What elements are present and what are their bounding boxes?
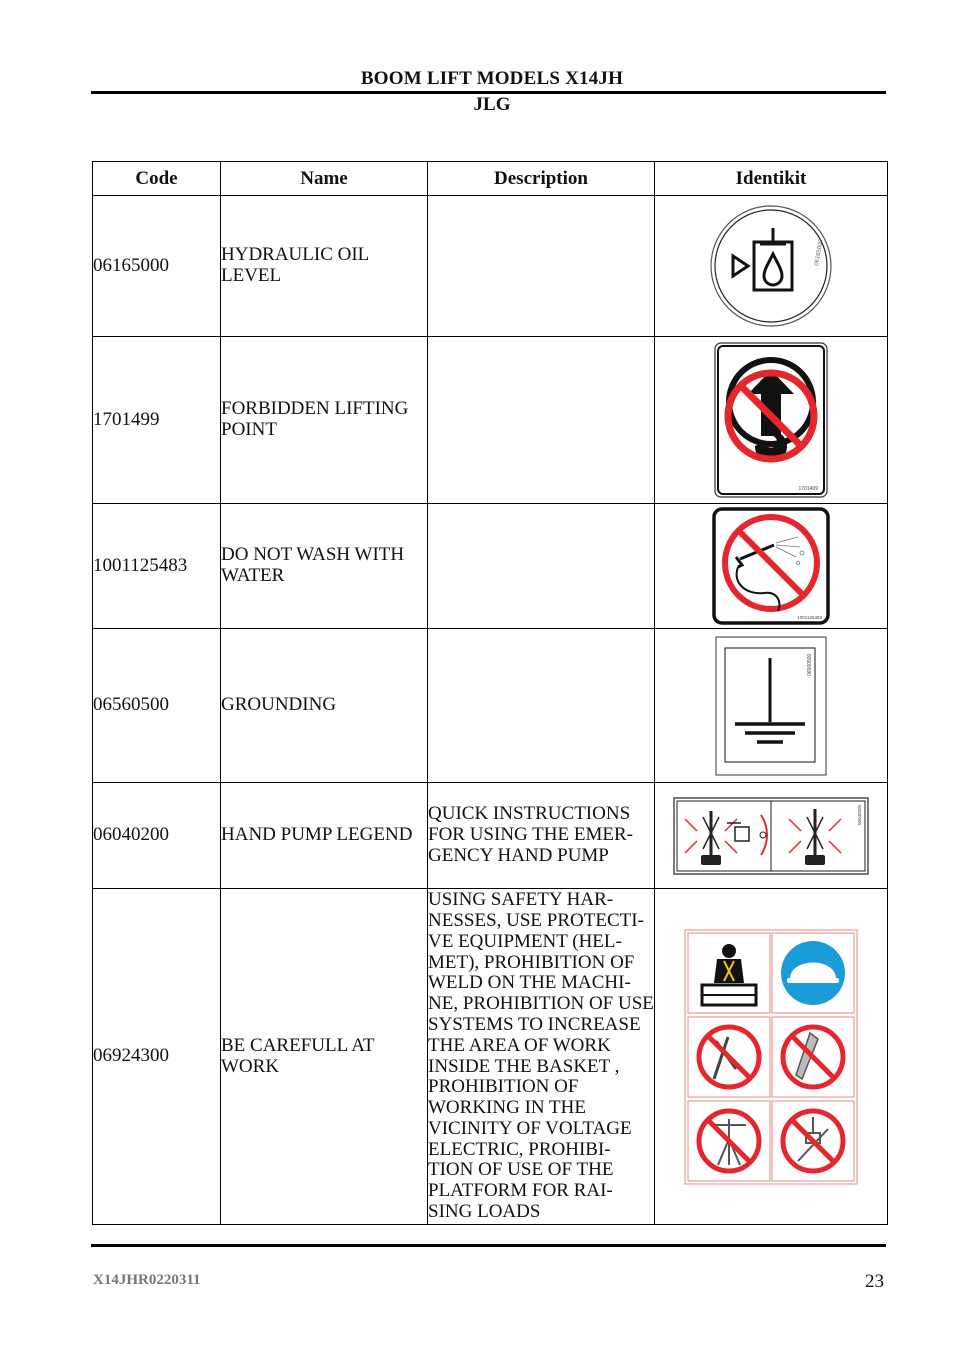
name-cell: DO NOT WASH WITH WATER [221, 504, 428, 629]
description-cell: QUICK INSTRUCTIONS FOR USING THE EMER-GENCY HAND PUMP [428, 783, 655, 889]
table-header-row [93, 162, 888, 196]
identikit-cell [655, 629, 888, 783]
sticker-number-text: 06040200 [857, 804, 862, 825]
identikit-cell [655, 337, 888, 504]
table-row [93, 337, 888, 504]
sticker-table [92, 161, 888, 1225]
code-cell: 1701499 [93, 337, 221, 504]
sticker-number-text: 1701499 [798, 486, 818, 492]
description-cell [428, 629, 655, 783]
sticker-number-text: 06165000 [814, 239, 825, 267]
description-cell [428, 196, 655, 337]
table-row [93, 783, 888, 889]
document-code: X14JHR0220311 [93, 1272, 201, 1288]
identikit-cell [655, 889, 888, 1225]
code-cell: 06924300 [93, 889, 221, 1225]
table-row [93, 889, 888, 1225]
page-number: 23 [865, 1271, 884, 1292]
document-title: BOOM LIFT MODELS X14JH [360, 68, 624, 89]
hydraulic-oil-level-icon [708, 204, 834, 328]
identikit-cell [655, 783, 888, 889]
brand-name: JLG [473, 94, 511, 115]
no-water-washing-icon [712, 507, 830, 625]
footer-rule [91, 1244, 886, 1247]
description-cell [428, 504, 655, 629]
name-cell: HAND PUMP LEGEND [221, 783, 428, 889]
name-cell: GROUNDING [221, 629, 428, 783]
name-cell: FORBIDDEN LIFTING POINT [221, 337, 428, 504]
column-header-description: Description [428, 162, 655, 196]
table-row [93, 196, 888, 337]
forbidden-lifting-point-icon [714, 342, 828, 498]
column-header-name: Name [221, 162, 428, 196]
name-cell: HYDRAULIC OIL LEVEL [221, 196, 428, 337]
table-row [93, 629, 888, 783]
description-cell: USING SAFETY HAR-NESSES, USE PROTECTI-VE EQUIPMENT (HEL-MET), PROHIBITION OF WELD ON THE MACHI-NE, PROHIBITION OF USE SYSTEMS TO INCREASE THE AREA OF WORK INSIDE THE BASKET , PROHIBITION OF WORKING IN THE VICINITY OF VOLTAGE ELECTRIC, PROHIBI-TION OF USE OF THE PLATFORM FOR RAI-SING LOADS [428, 889, 655, 1225]
code-cell: 06040200 [93, 783, 221, 889]
identikit-cell [655, 196, 888, 337]
code-cell: 1001125483 [93, 504, 221, 629]
description-cell [428, 337, 655, 504]
column-header-code: Code [93, 162, 221, 196]
table-row [93, 504, 888, 629]
name-cell: BE CAREFULL AT WORK [221, 889, 428, 1225]
safety-pictograms-icon [684, 929, 858, 1185]
sticker-number-text: 06560500 [807, 653, 813, 676]
code-cell: 06560500 [93, 629, 221, 783]
code-cell: 06165000 [93, 196, 221, 337]
hand-pump-legend-icon [673, 797, 869, 875]
identikit-cell [655, 504, 888, 629]
grounding-icon [715, 636, 827, 776]
sticker-number-text: 1001125483 [797, 615, 822, 620]
column-header-identikit: Identikit [655, 162, 888, 196]
helmet-pictogram [781, 941, 845, 1005]
